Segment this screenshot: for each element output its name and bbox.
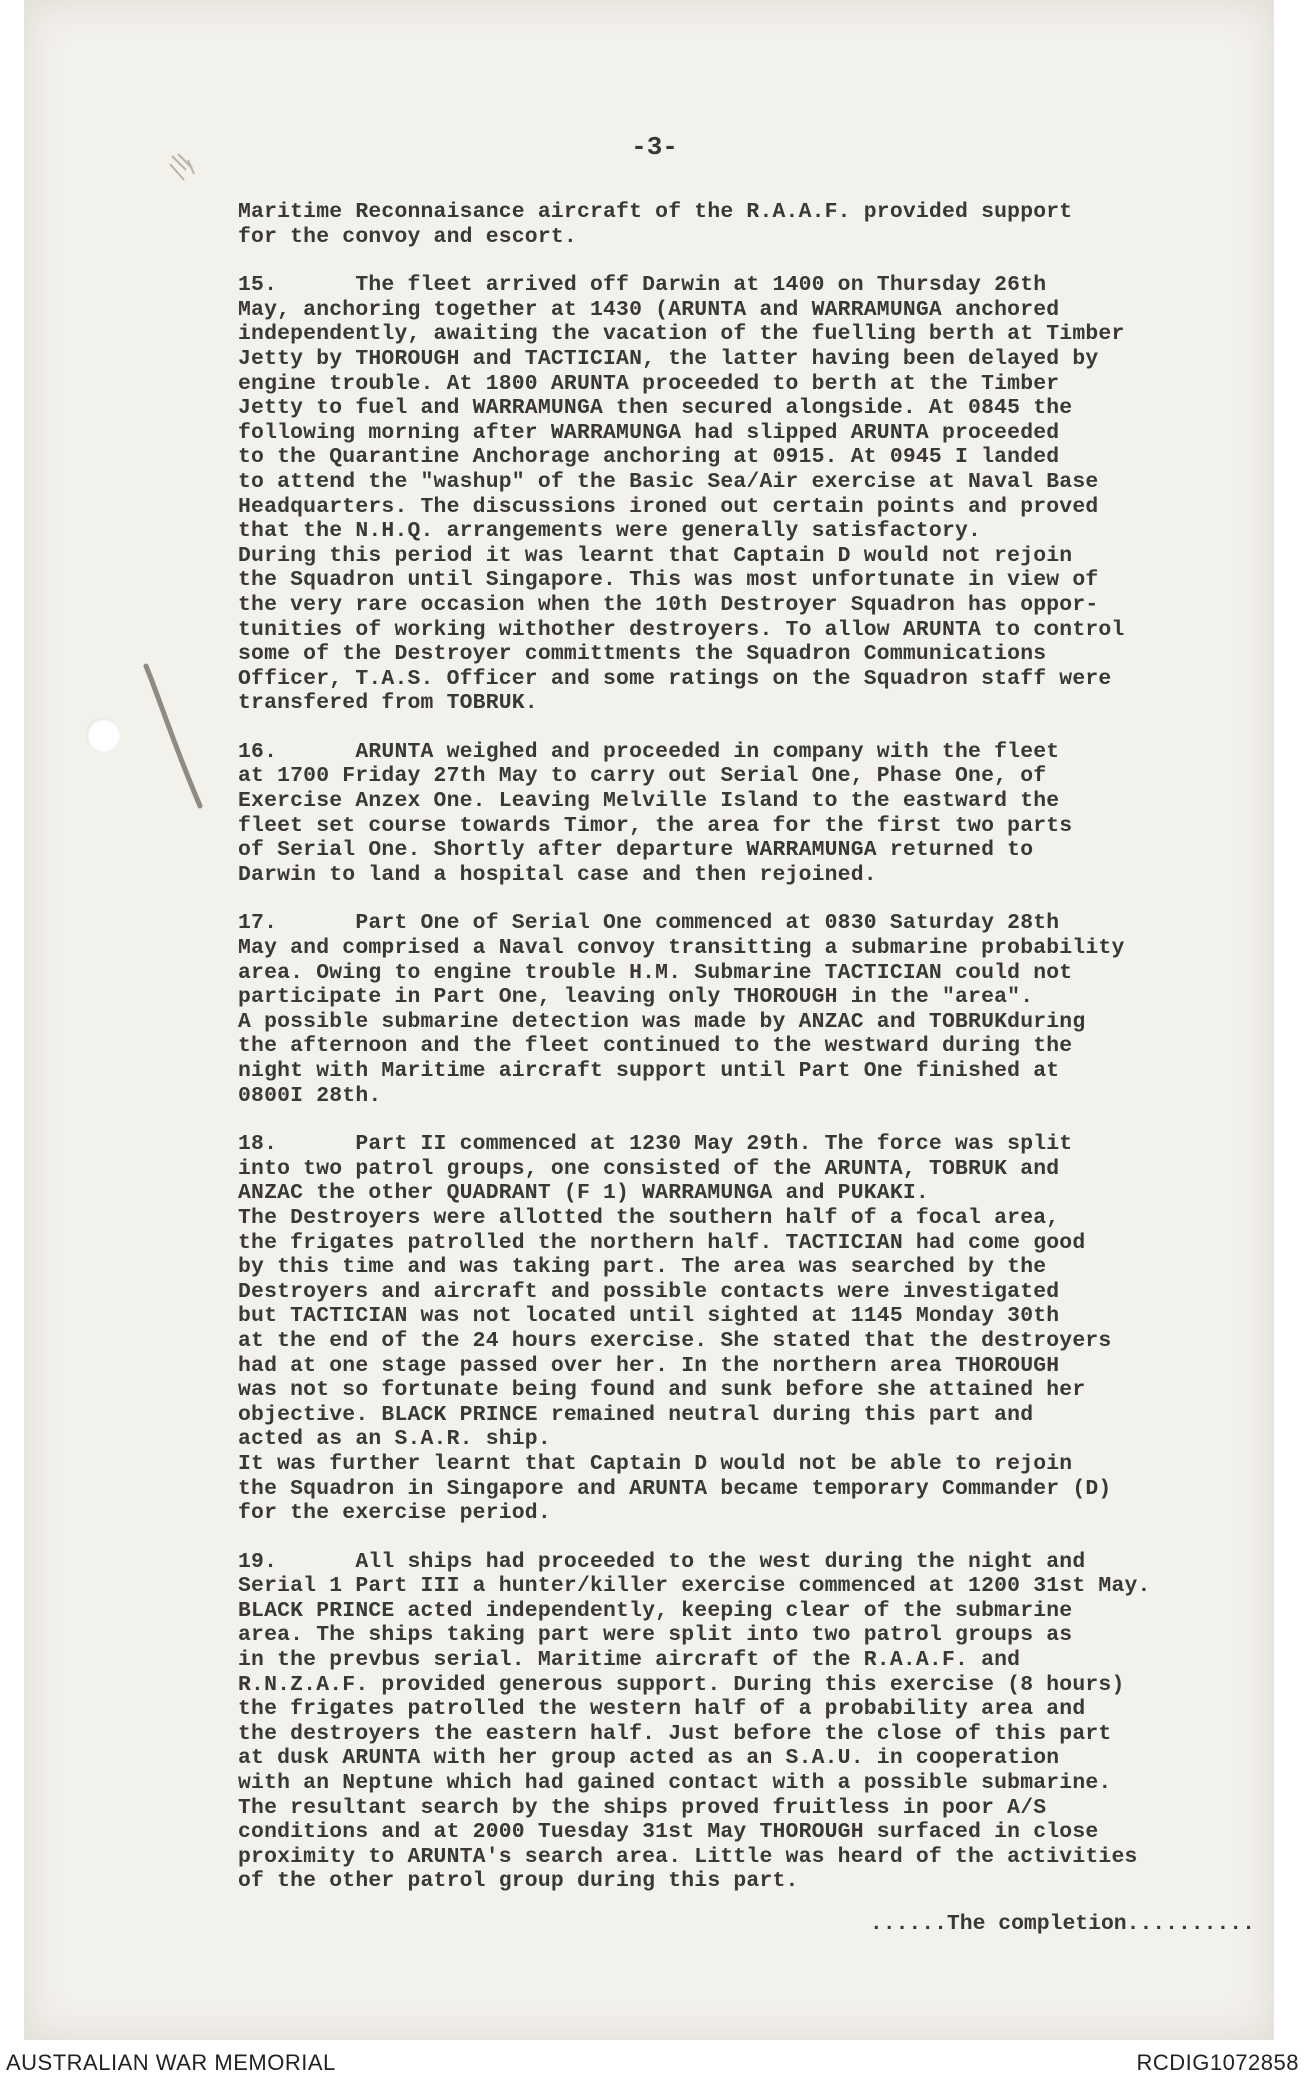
text-line: 18. Part II commenced at 1230 May 29th. The force was split (238, 1132, 1073, 1157)
text-line: the very rare occasion when the 10th Destroyer Squadron has oppor- (238, 592, 1099, 617)
text-line: tunities of working withother destroyers. To allow ARUNTA to control (238, 617, 1125, 642)
text-line: of Serial One. Shortly after departure WARRAMUNGA returned to (238, 838, 1034, 863)
text-line: for the exercise period. (238, 1501, 551, 1526)
text-line: the frigates patrolled the northern half. TACTICIAN had come good (238, 1230, 1086, 1255)
archive-footer (0, 2040, 1309, 2082)
text-line: Maritime Reconnaisance aircraft of the R.A.A.F. provided support (238, 200, 1073, 224)
text-line: that the N.H.Q. arrangements were generally satisfactory. (238, 519, 982, 544)
text-line: was not so fortunate being found and sunk before she attained her (238, 1378, 1086, 1403)
text-line: independently, awaiting the vacation of the fuelling berth at Timber (238, 322, 1125, 347)
punch-hole (86, 718, 120, 752)
typed-text-body (238, 200, 1258, 1918)
text-line: the Squadron in Singapore and ARUNTA became temporary Commander (D) (238, 1476, 1112, 1501)
text-line: BLACK PRINCE acted independently, keeping clear of the submarine (238, 1598, 1073, 1623)
paragraph-p16 (238, 740, 1258, 888)
text-line: The Destroyers were allotted the southern half of a focal area, (238, 1205, 1060, 1230)
text-line: at 1700 Friday 27th May to carry out Serial One, Phase One, of (238, 764, 1047, 789)
text-line: night with Maritime aircraft support until Part One finished at (238, 1059, 1060, 1083)
text-line: Headquarters. The discussions ironed out certain points and proved (238, 494, 1099, 519)
text-line: with an Neptune which had gained contact with a possible submarine. (238, 1771, 1112, 1796)
text-line: the frigates patrolled the western half of a probability area and (238, 1697, 1086, 1722)
text-line: to attend the "washup" of the Basic Sea/Air exercise at Naval Base (238, 469, 1099, 494)
paragraph-p15 (238, 273, 1258, 716)
text-line: into two patrol groups, one consisted of the ARUNTA, TOBRUK and (238, 1156, 1060, 1181)
text-line: but TACTICIAN was not located until sighted at 1145 Monday 30th (238, 1304, 1060, 1329)
text-line: Officer, T.A.S. Officer and some ratings on the Squadron staff were (238, 666, 1112, 691)
text-line: following morning after WARRAMUNGA had slipped ARUNTA proceeded (238, 420, 1060, 445)
footer-institution: AUSTRALIAN WAR MEMORIAL (6, 2050, 336, 2075)
text-line: Serial 1 Part III a hunter/killer exercise commenced at 1200 31st May. (238, 1574, 1151, 1599)
text-line: in the prevbus serial. Maritime aircraft of the R.A.A.F. and (238, 1648, 1021, 1673)
text-line: area. The ships taking part were split into two patrol groups as (238, 1623, 1073, 1648)
text-line: fleet set course towards Timor, the area for the first two parts (238, 813, 1073, 838)
text-line: May and comprised a Naval convoy transitting a submarine probability (238, 936, 1125, 961)
text-line: During this period it was learnt that Captain D would not rejoin (238, 543, 1073, 568)
paragraph-p19 (238, 1550, 1258, 1894)
text-line: to the Quarantine Anchorage anchoring at 0915. At 0945 I landed (238, 445, 1060, 470)
text-line: Exercise Anzex One. Leaving Melville Island to the eastward the (238, 789, 1060, 814)
text-line: engine trouble. At 1800 ARUNTA proceeded to berth at the Timber (238, 371, 1060, 396)
text-line: transfered from TOBRUK. (238, 691, 538, 716)
text-line: 15. The fleet arrived off Darwin at 1400 on Thursday 26th (238, 273, 1047, 298)
text-line: at the end of the 24 hours exercise. She stated that the destroyers (238, 1328, 1112, 1353)
text-line: acted as an S.A.R. ship. (238, 1427, 551, 1452)
text-line: 16. ARUNTA weighed and proceeded in company with the fleet (238, 739, 1060, 764)
text-line: The resultant search by the ships proved fruitless in poor A/S (238, 1795, 1047, 1820)
text-line: May, anchoring together at 1430 (ARUNTA and WARRAMUNGA anchored (238, 297, 1060, 322)
continuation-note: ......The completion.......... (869, 1912, 1255, 1936)
text-line: 19. All ships had proceeded to the west during the night and (238, 1549, 1086, 1574)
text-line: the Squadron until Singapore. This was most unfortunate in view of (238, 568, 1099, 593)
text-line: 0800I 28th. (238, 1083, 382, 1108)
footer-record-id: RCDIG1072858 (1136, 2050, 1299, 2075)
text-line: at dusk ARUNTA with her group acted as an S.A.U. in cooperation (238, 1746, 1060, 1771)
text-line: for the convoy and escort. (238, 224, 577, 249)
text-line: proximity to ARUNTA's search area. Little was heard of the activities (238, 1844, 1138, 1869)
text-line: participate in Part One, leaving only THOROUGH in the "area". (238, 985, 1034, 1010)
pencil-stroke-icon (142, 660, 204, 810)
text-line: Destroyers and aircraft and possible contacts were investigated (238, 1279, 1060, 1304)
paragraph-p18 (238, 1132, 1258, 1526)
text-line: Darwin to land a hospital case and then rejoined. (238, 862, 877, 887)
text-line: of the other patrol group during this part. (238, 1869, 799, 1894)
text-line: 17. Part One of Serial One commenced at 0830 Saturday 28th (238, 911, 1060, 936)
paragraph-intro (238, 200, 1258, 249)
text-line: A possible submarine detection was made by ANZAC and TOBRUKduring (238, 1009, 1086, 1034)
text-line: conditions and at 2000 Tuesday 31st May THOROUGH surfaced in close (238, 1820, 1099, 1845)
text-line: It was further learnt that Captain D would not be able to rejoin (238, 1451, 1073, 1476)
paragraph-p17 (238, 911, 1258, 1108)
page-number: -3- (631, 132, 678, 162)
text-line: had at one stage passed over her. In the northern area THOROUGH (238, 1353, 1060, 1378)
text-line: some of the Destroyer committments the Squadron Communications (238, 642, 1047, 667)
text-line: objective. BLACK PRINCE remained neutral during this part and (238, 1402, 1034, 1427)
text-line: Jetty by THOROUGH and TACTICIAN, the latter having been delayed by (238, 346, 1099, 371)
text-line: the destroyers the eastern half. Just before the close of this part (238, 1721, 1112, 1746)
text-line: ANZAC the other QUADRANT (F 1) WARRAMUNGA and PUKAKI. (238, 1181, 929, 1206)
text-line: the afternoon and the fleet continued to the westward during the (238, 1034, 1073, 1059)
text-line: Jetty to fuel and WARRAMUNGA then secured alongside. At 0845 the (238, 396, 1073, 421)
text-line: area. Owing to engine trouble H.M. Submarine TACTICIAN could not (238, 960, 1073, 985)
text-line: R.N.Z.A.F. provided generous support. During this exercise (8 hours) (238, 1672, 1125, 1697)
text-line: by this time and was taking part. The area was searched by the (238, 1255, 1047, 1280)
